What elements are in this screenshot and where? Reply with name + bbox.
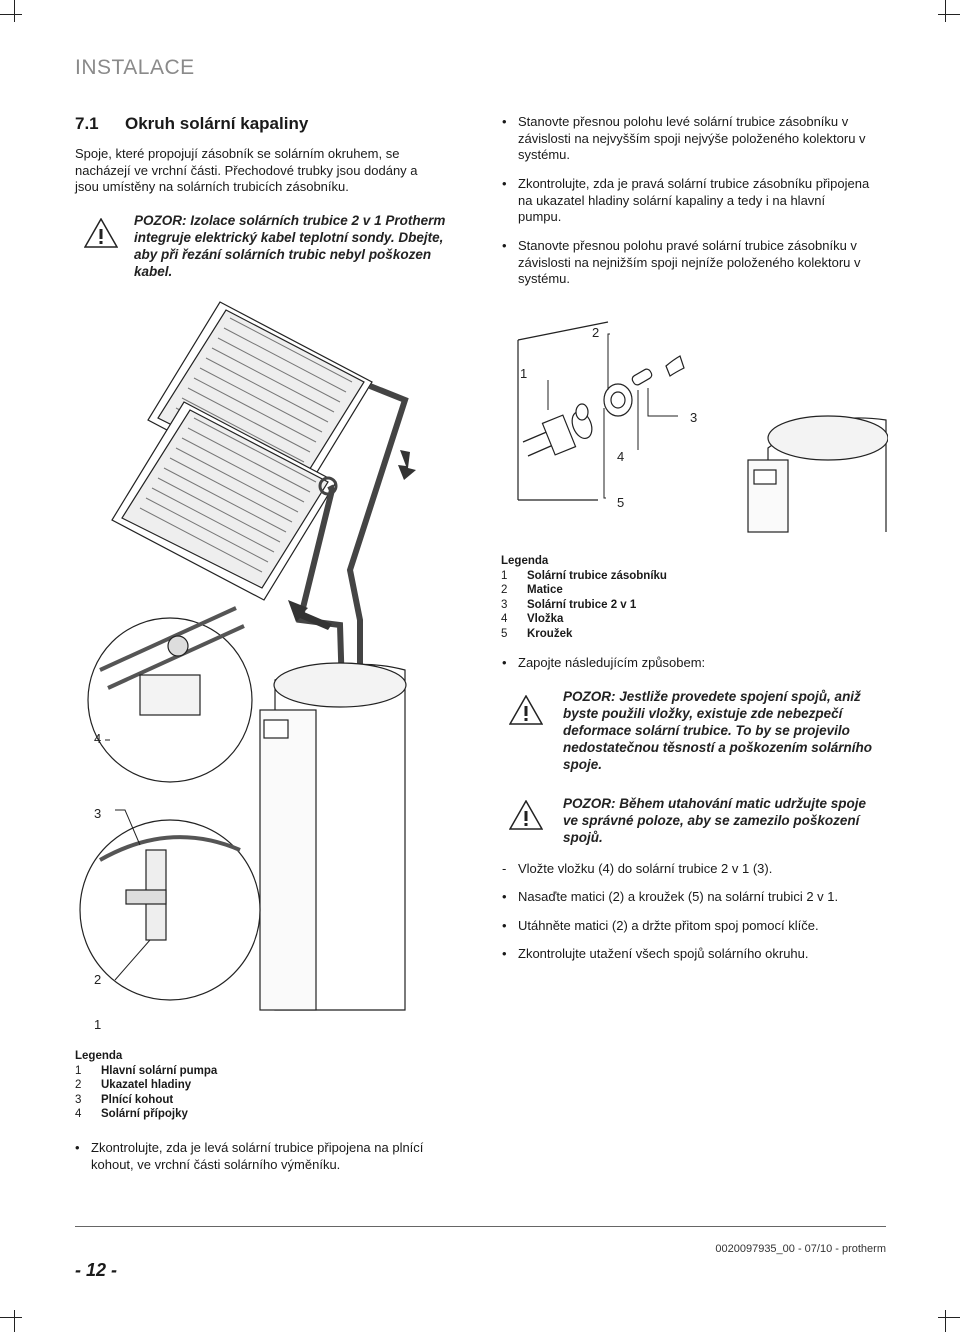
text-line: systému.	[518, 147, 571, 162]
bullet-mark: •	[502, 114, 507, 129]
warning-caution-text	[563, 688, 893, 773]
legend-label: Kroužek	[527, 627, 573, 640]
text-line: systému.	[518, 271, 571, 286]
legend-label: Solární trubice zásobníku	[527, 569, 667, 582]
text-line: byste použili vložky, existuje zde nebezpečí	[563, 706, 843, 721]
step-item	[502, 861, 898, 878]
legend-number: 4	[501, 613, 508, 626]
crop-mark	[14, 1310, 15, 1332]
text-line: aby při řezání solárních trubic nebyl poškozen	[134, 247, 432, 262]
bullet-mark: •	[502, 238, 507, 253]
text-line: deformace solární trubice. To by se projevilo	[563, 723, 850, 738]
crop-mark	[945, 0, 946, 22]
crop-mark	[0, 14, 22, 15]
text-line: Zkontrolujte, zda je levá solární trubice připojena na plnící	[91, 1140, 424, 1155]
text-line: Zapojte následujícím způsobem:	[518, 655, 706, 670]
callout-1: 1	[520, 366, 528, 381]
text-line: nacházejí ve vrchní části. Přechodové trubky jsou dodány a	[75, 162, 418, 178]
legend-number: 1	[501, 569, 508, 582]
legend-title: Legenda	[75, 1050, 123, 1062]
text-line: ve správné poloze, aby se zamezilo poškození	[563, 813, 860, 828]
legend-label: Vložka	[527, 613, 564, 626]
text-line: Stanovte přesnou polohu levé solární trubice zásobníku v	[518, 114, 849, 129]
text-line: spojů.	[563, 830, 603, 845]
text-line: jsou umístěny na solárních trubicích zásobníku.	[75, 179, 349, 194]
flow-left-arrow	[288, 600, 332, 630]
legend-number: 1	[75, 1064, 82, 1077]
text-line: Spoje, které propojují zásobník se solárním okruhem, se	[75, 146, 400, 161]
legend-number: 3	[75, 1093, 82, 1106]
bullet-mark: •	[502, 655, 507, 670]
text-line: POZOR: Izolace solárních trubice 2 v 1 Protherm	[134, 213, 446, 228]
legend-item	[75, 1064, 217, 1079]
legend-item	[75, 1107, 217, 1122]
crop-mark	[938, 1317, 960, 1318]
legend-number: 2	[501, 584, 508, 597]
text-line: Stanovte přesnou polohu pravé solární trubice zásobníku v	[518, 238, 857, 253]
callout-5: 5	[617, 495, 625, 510]
legend-label: Solární trubice 2 v 1	[527, 598, 637, 611]
legend-right	[501, 554, 667, 642]
bullet-mark: •	[502, 946, 507, 961]
text-line: POZOR: Během utahování matic udržujte spoje	[563, 796, 867, 811]
legend-item	[501, 583, 667, 598]
detail-circle	[88, 608, 252, 782]
insert-icon	[631, 368, 653, 387]
legend-label: Hlavní solární pumpa	[101, 1064, 218, 1077]
section-title: Okruh solární kapaliny	[125, 114, 309, 133]
crop-mark	[14, 0, 15, 22]
text-line: kabel.	[134, 264, 173, 279]
crop-mark	[0, 1317, 22, 1318]
section-number: 7.1	[75, 114, 99, 133]
step-item	[502, 889, 898, 906]
legend-label: Solární přípojky	[101, 1108, 188, 1121]
text-line: integruje elektrický kabel teplotní sondy. Dbejte,	[134, 230, 444, 245]
legend-number: 3	[501, 598, 508, 611]
bullet-item	[502, 176, 898, 226]
text-line: na ukazatel hladiny solární kapaliny a tedy i na hlavní	[518, 192, 826, 208]
legend-number: 2	[75, 1079, 82, 1092]
text-line: Zkontrolujte, zda je pravá solární trubice zásobníku připojena	[518, 176, 870, 191]
bullet-item	[502, 655, 898, 672]
callout-leader	[648, 388, 678, 416]
legend-number: 5	[501, 627, 508, 640]
step-item	[502, 918, 898, 935]
bullet-item	[75, 1140, 471, 1173]
warning-icon	[509, 695, 543, 725]
legend-item	[501, 598, 667, 613]
callout-1: 1	[94, 1017, 102, 1032]
section-header: INSTALACE	[75, 56, 195, 79]
text-line: POZOR: Jestliže provedete spojení spojů, aniž	[563, 689, 861, 704]
text-line: závislosti na nejvyšším spoji nejvýše položeného kolektoru v	[518, 130, 866, 146]
ring-icon	[576, 404, 588, 420]
legend-left	[75, 1049, 217, 1122]
callout-2: 2	[94, 972, 102, 987]
text-line: Vložte vložku (4) do solární trubice 2 v 1 (3).	[518, 861, 773, 876]
warning-caution-text	[134, 212, 474, 280]
text-line: nedostatečnou těsností a poškozením solárního	[563, 740, 873, 755]
step-item	[502, 946, 898, 963]
warning-icon	[509, 800, 543, 830]
legend-number: 4	[75, 1108, 82, 1121]
bullet-mark: •	[502, 176, 507, 191]
text-line: kohout, ve vrchní části solárního výměníku.	[91, 1156, 341, 1172]
callout-3: 3	[94, 806, 102, 821]
text-line: pumpu.	[518, 209, 562, 224]
detail-frame	[518, 322, 608, 500]
callout-leader	[604, 408, 606, 498]
legend-label: Ukazatel hladiny	[101, 1079, 192, 1092]
bullet-item	[502, 114, 898, 164]
legend-label: Matice	[527, 584, 563, 597]
text-line: Nasaďte matici (2) a kroužek (5) na solární trubici 2 v 1.	[518, 889, 839, 904]
solar-tube-2in1	[666, 356, 684, 376]
bullet-mark: •	[502, 918, 507, 933]
legend-item	[75, 1093, 217, 1108]
callout-4: 4	[617, 449, 625, 464]
text-line: Zkontrolujte utažení všech spojů solárního okruhu.	[518, 946, 809, 961]
legend-item	[501, 627, 667, 642]
solar-pipe-flow	[350, 386, 405, 685]
tank-top-detail	[748, 416, 888, 532]
crop-mark	[945, 1310, 946, 1332]
callout-3: 3	[690, 410, 698, 425]
footer-divider	[75, 1226, 886, 1227]
warning-icon	[84, 218, 118, 248]
legend-item	[75, 1078, 217, 1093]
document-code: 0020097935_00 - 07/10 - protherm	[715, 1243, 886, 1255]
solar-tank	[260, 663, 406, 1010]
legend-label: Plnící kohout	[101, 1093, 174, 1106]
bullet-item	[502, 238, 898, 288]
fitting	[542, 384, 632, 455]
text-line: Utáhněte matici (2) a držte přitom spoj pomocí klíče.	[518, 918, 819, 933]
legend-item	[501, 569, 667, 584]
callout-leader	[608, 334, 610, 390]
bullet-mark: •	[75, 1140, 80, 1155]
flow-down-arrow	[398, 450, 416, 480]
solar-system-illustration	[60, 290, 490, 1050]
callout-4: 4	[94, 731, 102, 746]
crop-mark	[938, 14, 960, 15]
page-number: - 12 -	[75, 1260, 118, 1280]
bullet-mark: •	[502, 889, 507, 904]
text-line: spoje.	[563, 757, 603, 772]
intro-paragraph	[75, 146, 455, 196]
warning-caution-text	[563, 795, 893, 846]
text-line: závislosti na nejnižším spoji nejníže položeného kolektoru v	[518, 254, 861, 270]
legend-title: Legenda	[501, 555, 549, 567]
callout-2: 2	[592, 325, 600, 340]
bullet-mark: -	[502, 861, 507, 876]
detail-circle-lower	[80, 820, 260, 1000]
legend-item	[501, 612, 667, 627]
